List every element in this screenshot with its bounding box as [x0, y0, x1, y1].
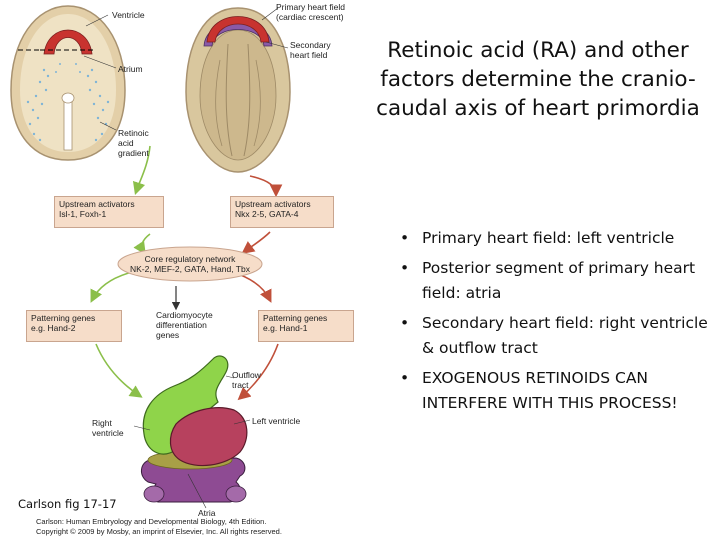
upstream-activators-left-box [54, 196, 164, 228]
box-line: Core regulatory network [144, 254, 236, 264]
label-atria: Atria [198, 508, 216, 518]
embryo-right-illustration [186, 8, 290, 172]
label-line: tract [232, 380, 249, 390]
box-line: Upstream activators [235, 199, 311, 209]
label-atrium: Atrium [118, 64, 143, 74]
label-line: heart field [290, 50, 328, 60]
bullet-symbol: • [400, 229, 410, 247]
embryo-left-illustration [11, 6, 125, 160]
label-line: Primary heart field [276, 2, 345, 12]
label-outflow-tract [232, 370, 261, 390]
label-retinoic-acid-gradient [118, 128, 149, 158]
bullet-item [400, 256, 718, 306]
box-line: NK-2, MEF-2, GATA, Hand, Tbx [130, 264, 250, 274]
bullet-text: Secondary heart field: right ventricle & outflow tract [422, 314, 708, 357]
patterning-genes-left-box [26, 310, 122, 342]
slide-title: Retinoic acid (RA) and other factors determine the cranio-caudal axis of heart primordia [376, 38, 700, 121]
label-primary-heart-field [276, 2, 345, 22]
figure-caption: Carlson fig 17-17 [18, 497, 117, 511]
label-line: Cardiomyocyte [156, 310, 213, 320]
box-line: Patterning genes [31, 313, 96, 323]
credit-line: Copyright © 2009 by Mosby, an imprint of Elsevier, Inc. All rights reserved. [36, 526, 282, 536]
bullet-text: Primary heart field: left ventricle [422, 229, 675, 247]
upstream-activators-right-box [230, 196, 334, 228]
label-cardiomyocyte-differentiation [156, 310, 213, 340]
label-line: differentiation [156, 320, 207, 330]
label-line: Retinoic [118, 128, 149, 138]
bullet-symbol: • [400, 369, 410, 387]
label-line: gradient [118, 148, 149, 158]
bullet-list [400, 226, 718, 421]
patterning-genes-right-box [258, 310, 354, 342]
bullet-text: EXOGENOUS RETINOIDS CAN INTERFERE WITH THIS PROCESS! [422, 369, 678, 412]
label-right-ventricle [92, 418, 124, 438]
bullet-text: Posterior segment of primary heart field: atria [422, 259, 696, 302]
label-line: Secondary [290, 40, 331, 50]
credit-line: Carlson: Human Embryology and Developmental Biology, 4th Edition. [36, 517, 267, 526]
bullet-item [400, 311, 718, 361]
box-line: Patterning genes [263, 313, 328, 323]
box-line: e.g. Hand-2 [31, 323, 76, 333]
label-line: (cardiac crescent) [276, 12, 344, 22]
box-line: Nkx 2-5, GATA-4 [235, 209, 299, 219]
label-secondary-heart-field [290, 40, 331, 60]
label-line: Right [92, 418, 112, 428]
box-line: e.g. Hand-1 [263, 323, 308, 333]
label-ventricle: Ventricle [112, 10, 145, 20]
box-line: Upstream activators [59, 199, 135, 209]
label-left-ventricle: Left ventricle [252, 416, 301, 426]
label-line: acid [118, 138, 134, 148]
bullet-item [400, 366, 718, 416]
label-line: ventricle [92, 428, 124, 438]
bullet-symbol: • [400, 259, 410, 277]
copyright-credit [36, 517, 282, 536]
label-line: Outflow [232, 370, 261, 380]
label-line: genes [156, 330, 180, 340]
bullet-item [400, 226, 718, 251]
box-line: Isl-1, Foxh-1 [59, 209, 107, 219]
core-regulatory-network-label [130, 254, 250, 274]
bullet-symbol: • [400, 314, 410, 332]
